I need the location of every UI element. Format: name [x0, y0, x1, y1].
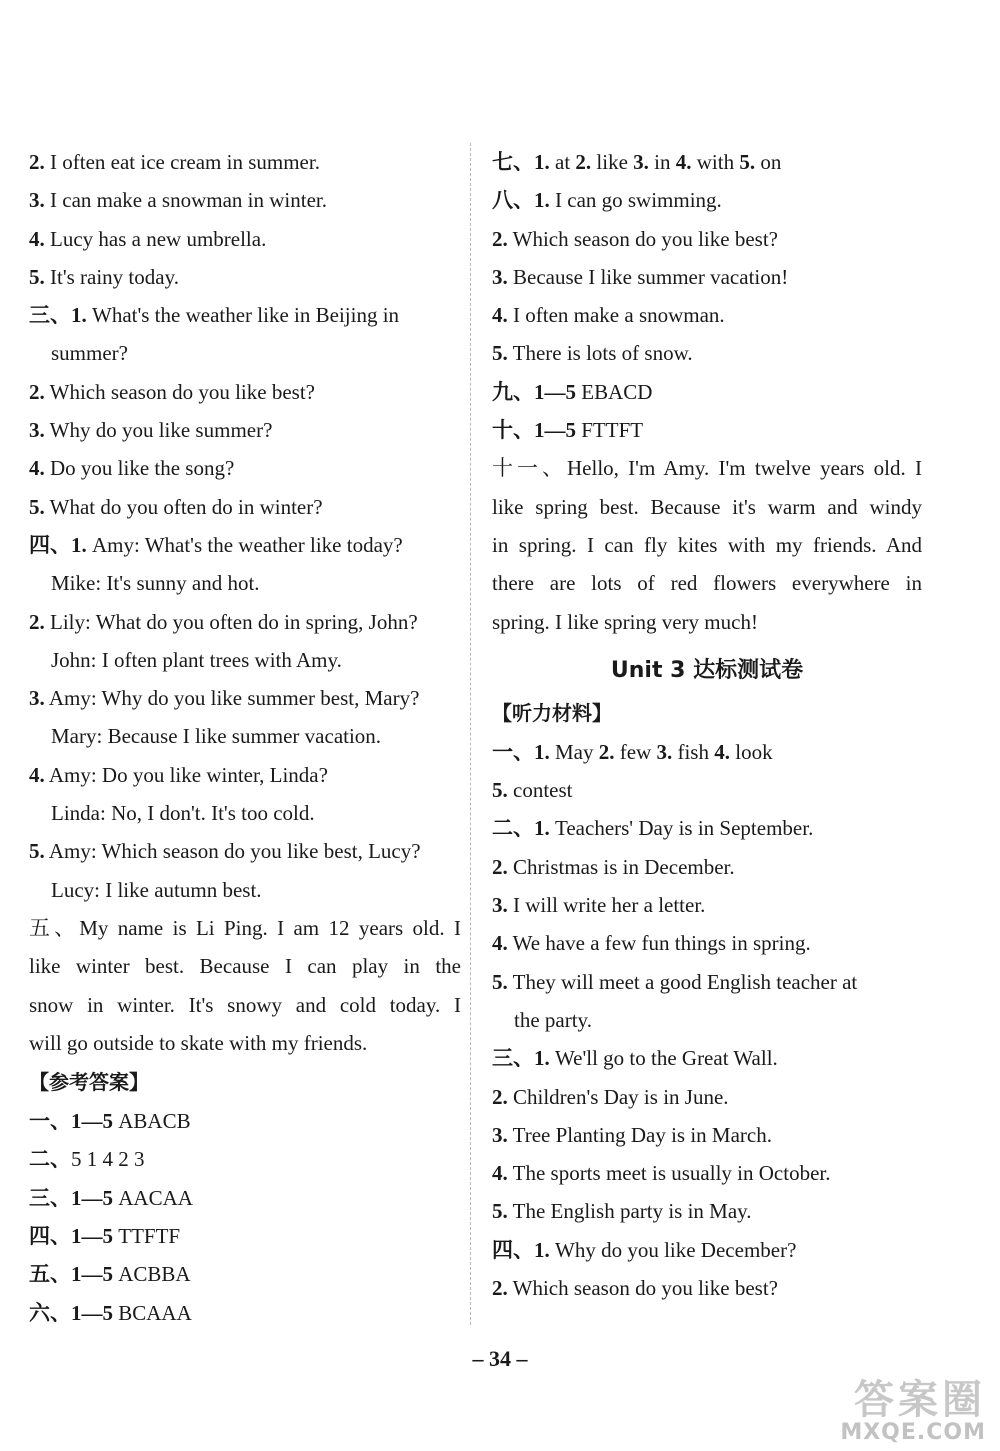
item-number: 2. [29, 379, 45, 404]
item-text: contest [507, 778, 573, 803]
left-paragraph [29, 909, 461, 1062]
item-number: 五、1—5 [29, 1262, 113, 1287]
left-answer-line [29, 373, 461, 411]
right-paragraph-line: spring. I like spring very much! [492, 609, 758, 634]
left-answer-line [29, 411, 461, 449]
item-text: Why do you like December? [549, 1237, 797, 1262]
item-number: 2. [492, 854, 508, 879]
item-number: 六、1—5 [29, 1300, 113, 1325]
item-number: 4. [675, 150, 692, 174]
watermark-logo [796, 1378, 986, 1446]
item-text: Amy: Do you like winter, Linda? [44, 762, 328, 787]
item-number: 九、1—5 [492, 379, 576, 404]
answer-heading: 【参考答案】 [29, 1070, 149, 1095]
item-number: 二、1. [492, 816, 550, 841]
item-text: John: I often plant trees with Amy. [51, 647, 342, 672]
listening-line [492, 809, 922, 847]
left-column [29, 143, 461, 1332]
item-text: fish [672, 739, 715, 764]
watermark-url: MXQE.COM [840, 1420, 986, 1445]
item-number: 2. [29, 609, 45, 634]
listening-line [492, 886, 922, 924]
right-paragraph-line: like spring best. Because it's warm and windy [492, 494, 922, 519]
item-text: The sports meet is usually in October. [507, 1161, 831, 1186]
item-number: 七、1. [492, 150, 550, 174]
item-number: 3. [29, 686, 45, 711]
item-text: few [614, 739, 657, 764]
answer-key-line [29, 1102, 461, 1140]
item-text: Mary: Because I like summer vacation. [51, 724, 382, 749]
item-number: 5. [492, 341, 508, 366]
left-answer-line [29, 603, 461, 641]
left-answer-line [29, 526, 461, 564]
right-paragraph [492, 449, 922, 640]
right-answer-line [492, 220, 922, 258]
item-text: I can go swimming. [549, 188, 722, 213]
item-text: Linda: No, I don't. It's too cold. [51, 801, 315, 826]
item-number: 二、 [29, 1147, 71, 1172]
listening-line [492, 924, 922, 962]
left-answer-line [29, 181, 461, 219]
item-text: We'll go to the Great Wall. [549, 1046, 778, 1071]
answer-key-line [29, 1294, 461, 1332]
item-text: Amy: Why do you like summer best, Mary? [44, 686, 420, 711]
item-text: Teachers' Day is in September. [549, 816, 814, 841]
item-number: 5. [739, 150, 756, 174]
left-paragraph-line: 五、My name is Li Ping. I am 12 years old. I [29, 915, 461, 940]
left-answer-line [29, 449, 461, 487]
item-text: EBACD [576, 379, 653, 404]
listening-line [492, 1078, 922, 1116]
page-number: – 34 – [472, 1346, 528, 1371]
item-text: Lucy: I like autumn best. [51, 877, 262, 902]
right-answer-line [492, 334, 922, 372]
item-text: ACBBA [113, 1262, 191, 1287]
item-number: 4. [29, 762, 45, 787]
listening-line [492, 963, 922, 1001]
right-paragraph-line: in spring. I can fly kites with my friends. And [492, 532, 922, 557]
item-number: 5. [492, 969, 508, 994]
left-answer-line [29, 143, 461, 181]
answer-key-line [29, 1255, 461, 1293]
item-text: Amy: Which season do you like best, Lucy? [44, 839, 421, 864]
item-text: I will write her a letter. [507, 893, 706, 918]
item-number: 3. [492, 1122, 508, 1147]
right-answer-line [492, 411, 922, 449]
left-answer-line [29, 756, 461, 794]
item-number: 3. [492, 264, 508, 289]
item-text: in [648, 150, 676, 174]
item-text: It's rainy today. [44, 264, 179, 289]
item-text: Why do you like summer? [44, 418, 273, 443]
left-answer-line [29, 334, 461, 372]
item-number: 3. [29, 418, 45, 443]
listening-heading: 【听力材料】 [492, 700, 612, 725]
item-number: 2. [492, 1276, 508, 1301]
left-paragraph-line: like winter best. Because I can play in the [29, 954, 461, 979]
left-paragraph-line: will go outside to skate with my friends. [29, 1030, 368, 1055]
right-paragraph-line: 十一、Hello, I'm Amy. I'm twelve years old. I [492, 456, 922, 481]
left-answer-lines [29, 143, 461, 909]
item-text: with [691, 150, 740, 174]
item-text: Which season do you like best? [507, 1276, 778, 1301]
item-number: 5. [29, 839, 45, 864]
item-text: BCAAA [113, 1300, 192, 1325]
listening-line [492, 1001, 922, 1039]
item-number: 四、1. [492, 1237, 550, 1262]
item-text: What's the weather like in Beijing in [86, 303, 400, 328]
listening-line [492, 1192, 922, 1230]
item-text: They will meet a good English teacher at [507, 969, 858, 994]
item-text: Amy: What's the weather like today? [86, 532, 403, 557]
item-number: 3. [29, 188, 45, 213]
item-number: 4. [29, 226, 45, 251]
item-number: 一、1—5 [29, 1109, 113, 1134]
item-text: Which season do you like best? [44, 379, 315, 404]
right-answer-line [492, 258, 922, 296]
item-number: 4. [714, 739, 730, 764]
right-answer-line [492, 143, 922, 181]
item-text: I often make a snowman. [507, 303, 725, 328]
answer-key-line [29, 1140, 461, 1178]
item-text: summer? [51, 341, 128, 366]
item-text: FTTFT [576, 418, 644, 443]
item-number: 4. [492, 303, 508, 328]
item-text: the party. [514, 1007, 592, 1032]
item-number: 三、1. [29, 303, 87, 328]
item-number: 5. [29, 494, 45, 519]
watermark-text: 答案圈 [854, 1377, 986, 1423]
left-answer-line [29, 641, 461, 679]
item-text: at [549, 150, 576, 174]
item-number: 2. [598, 739, 615, 764]
item-number: 三、1. [492, 1046, 550, 1071]
left-answer-line [29, 258, 461, 296]
item-text: Lucy has a new umbrella. [44, 226, 267, 251]
left-answer-line [29, 220, 461, 258]
left-answer-line [29, 717, 461, 755]
item-number: 四、1—5 [29, 1224, 113, 1249]
listening-line [492, 733, 922, 771]
left-answer-line [29, 679, 461, 717]
item-number: 5. [29, 264, 45, 289]
listening-line [492, 1231, 922, 1269]
right-answer-line [492, 373, 922, 411]
left-answer-line [29, 296, 461, 334]
item-text: There is lots of snow. [507, 341, 693, 366]
item-text: Tree Planting Day is in March. [507, 1122, 772, 1147]
item-text: ABACB [113, 1109, 191, 1134]
item-number: 2. [492, 1084, 508, 1109]
left-answer-line [29, 871, 461, 909]
item-number: 八、1. [492, 188, 550, 213]
answer-key-line [29, 1217, 461, 1255]
item-text: TTFTF [113, 1224, 181, 1249]
left-paragraph-line: snow in winter. It's snowy and cold today. I [29, 992, 461, 1017]
item-number: 四、1. [29, 532, 87, 557]
left-answer-line [29, 832, 461, 870]
item-text: Because I like summer vacation! [507, 264, 789, 289]
answer-key-lines [29, 1102, 461, 1332]
left-answer-line [29, 564, 461, 602]
item-text: I often eat ice cream in summer. [44, 150, 320, 174]
item-number: 3. [492, 893, 508, 918]
left-answer-line [29, 794, 461, 832]
item-number: 4. [492, 931, 508, 956]
item-text: Which season do you like best? [507, 226, 778, 251]
item-text: We have a few fun things in spring. [507, 931, 811, 956]
item-number: 一、1. [492, 739, 550, 764]
item-number: 三、1—5 [29, 1185, 113, 1210]
item-text: Lily: What do you often do in spring, John? [44, 609, 418, 634]
item-number: 4. [492, 1161, 508, 1186]
item-number: 5. [492, 778, 508, 803]
item-text: What do you often do in winter? [44, 494, 323, 519]
item-text: The English party is in May. [507, 1199, 752, 1224]
answer-key-line [29, 1179, 461, 1217]
item-text: AACAA [113, 1185, 193, 1210]
item-number: 5. [492, 1199, 508, 1224]
item-text: May [549, 739, 599, 764]
right-top-lines [492, 143, 922, 449]
right-bottom-lines [492, 733, 922, 1307]
item-text: Christmas is in December. [507, 854, 735, 879]
item-number: 2. [575, 150, 592, 174]
right-answer-line [492, 296, 922, 334]
listening-line [492, 848, 922, 886]
item-number: 3. [656, 739, 673, 764]
listening-line [492, 1116, 922, 1154]
item-number: 十、1—5 [492, 418, 576, 443]
listening-line [492, 1154, 922, 1192]
item-text: on [755, 150, 782, 174]
column-divider [470, 143, 471, 1325]
left-answer-line [29, 488, 461, 526]
right-answer-line [492, 181, 922, 219]
listening-line [492, 771, 922, 809]
item-number: 2. [29, 150, 45, 174]
item-number: 3. [633, 150, 649, 174]
right-paragraph-line: there are lots of red flowers everywhere in [492, 571, 922, 596]
item-text: Children's Day is in June. [507, 1084, 729, 1109]
item-text: 5 1 4 2 3 [71, 1147, 145, 1172]
item-text: Mike: It's sunny and hot. [51, 571, 260, 596]
item-text: like [591, 150, 634, 174]
item-text: look [729, 739, 773, 764]
item-text: I can make a snowman in winter. [44, 188, 327, 213]
listening-line [492, 1269, 922, 1307]
item-text: Do you like the song? [44, 456, 235, 481]
right-column [492, 143, 922, 1307]
item-number: 4. [29, 456, 45, 481]
unit-title: Unit 3 达标测试卷 [610, 657, 804, 683]
item-number: 2. [492, 226, 508, 251]
listening-line [492, 1039, 922, 1077]
